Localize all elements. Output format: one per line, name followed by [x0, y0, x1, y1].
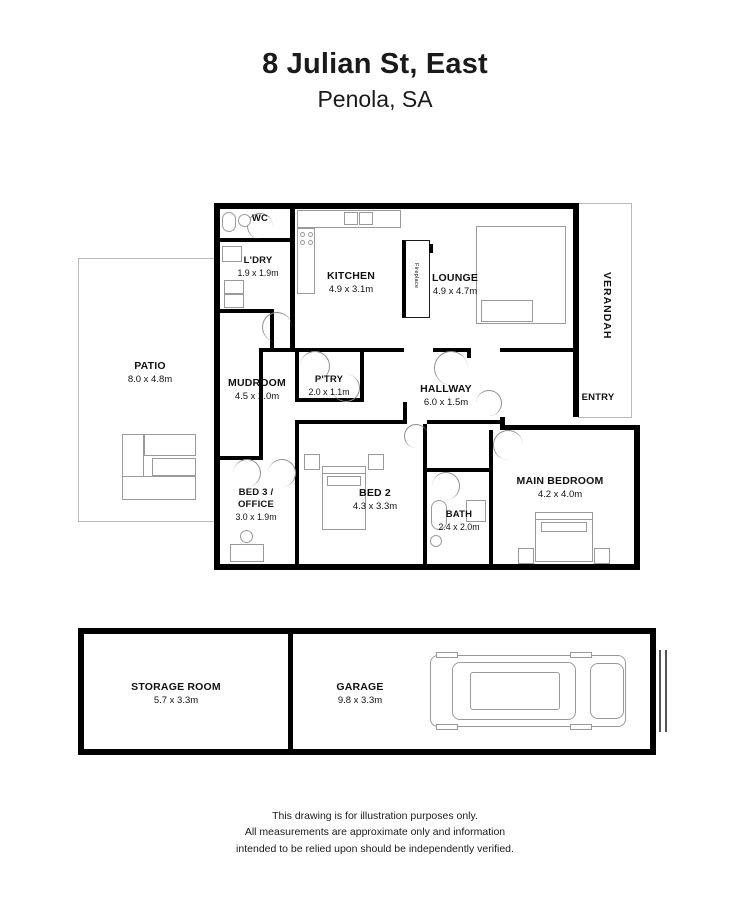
verandah-outline-top	[578, 203, 632, 204]
door-arc-bath	[432, 472, 460, 500]
room-bath-name: BATH	[445, 509, 473, 520]
room-main-bedroom	[497, 475, 623, 501]
disclaimer-line-1: This drawing is for illustration purposes only.	[272, 810, 478, 822]
garage-door-line	[659, 650, 661, 732]
bed3-chair	[240, 530, 253, 543]
car-wheel-rear-left	[570, 652, 592, 658]
door-arc-main-bedroom	[493, 430, 523, 460]
kitchen-sink-bowl-2	[359, 212, 373, 225]
exterior-wall-left	[214, 203, 220, 570]
patio-table	[152, 458, 196, 476]
interior-wall-ldry-bottom	[214, 309, 274, 313]
kitchen-hotplate-4	[308, 240, 313, 245]
wc-basin	[238, 214, 251, 227]
room-garage	[312, 681, 408, 707]
interior-wall-bath-right	[489, 430, 493, 564]
car-bonnet	[590, 663, 624, 719]
door-arc-entry	[476, 390, 502, 416]
kitchen-hotplate-3	[300, 240, 305, 245]
interior-wall-mudroom-right	[259, 348, 263, 460]
page-subtitle: Penola, SA	[317, 86, 433, 113]
kitchen-sink-bowl-1	[344, 212, 358, 225]
door-arc-lounge-hall	[434, 351, 468, 385]
disclaimer-line-2: All measurements are approximate only and information	[244, 826, 506, 839]
room-storage-dim: 5.7 x 3.3m	[153, 695, 199, 707]
room-entry	[572, 392, 624, 404]
exterior-wall-right-lower	[634, 425, 640, 570]
interior-wall-hall-left-pier	[403, 402, 407, 424]
room-kitchen-dim: 4.9 x 3.1m	[328, 284, 374, 296]
door-arc-ldry	[262, 312, 292, 342]
interior-wall-bed3-right	[295, 424, 299, 564]
car-windscreen	[470, 672, 560, 710]
room-hallway-name: HALLWAY	[420, 383, 472, 395]
kitchen-hotplate-2	[308, 232, 313, 237]
interior-wall-bath-top	[427, 468, 489, 472]
room-patio-dim: 8.0 x 4.8m	[127, 374, 173, 386]
room-patio	[98, 360, 202, 386]
room-bed2-dim: 4.3 x 3.3m	[352, 501, 398, 513]
exterior-wall-bottom	[214, 564, 640, 570]
bed2-side-table-right	[368, 454, 384, 470]
room-laundry-name: L'DRY	[243, 255, 273, 266]
fireplace-box-bottom	[404, 317, 430, 318]
interior-wall-pantry-right	[360, 352, 364, 402]
room-hallway	[405, 383, 487, 409]
room-bed3-name-line2: OFFICE	[237, 498, 275, 510]
laundry-appliance-1	[224, 280, 244, 294]
main-bed-headboard	[535, 512, 593, 520]
patio-seat-3	[122, 476, 196, 500]
door-arc-wc	[247, 213, 273, 239]
interior-wall-pantry-left	[295, 352, 299, 402]
exterior-wall-top	[214, 203, 579, 209]
shed-wall-top	[78, 628, 656, 634]
room-lounge-dim: 4.9 x 4.7m	[432, 286, 478, 298]
shed-wall-divider	[288, 628, 293, 755]
room-storage	[118, 681, 234, 707]
verandah-outline-right	[631, 203, 632, 417]
room-laundry-dim: 1.9 x 1.9m	[237, 267, 279, 278]
interior-wall-lounge-bottom-right	[500, 348, 573, 352]
garage-door-line-outer	[665, 650, 667, 732]
lounge-armchair	[481, 300, 533, 322]
fireplace-label: Fireplace	[413, 263, 419, 289]
room-kitchen	[310, 270, 392, 296]
main-side-table-left	[518, 548, 534, 564]
interior-wall-kitchen-lounge	[402, 240, 406, 318]
bath-basin	[430, 535, 442, 547]
disclaimer-line-3: intended to be relied upon should be independently verified.	[236, 842, 514, 855]
shed-wall-bottom	[78, 749, 656, 755]
shed-wall-left	[78, 628, 84, 755]
laundry-appliance-2	[224, 294, 244, 308]
room-main-bedroom-dim: 4.2 x 4.0m	[537, 489, 583, 501]
room-mudroom-dim: 4.5 x 2.0m	[234, 391, 280, 403]
bed2-pillow	[327, 476, 361, 486]
room-entry-name: ENTRY	[581, 392, 615, 403]
room-main-bedroom-name: MAIN BEDROOM	[516, 475, 604, 487]
patio-outline-left	[78, 258, 79, 522]
room-garage-name: GARAGE	[336, 681, 384, 693]
room-pantry-dim: 2.0 x 1.1m	[308, 386, 350, 397]
room-bath-dim: 2.4 x 2.0m	[438, 521, 480, 532]
verandah-outline-bottom	[578, 417, 632, 418]
interior-wall-hallway-bottom-left	[295, 420, 405, 424]
interior-wall-lounge-right-pier	[467, 348, 471, 358]
room-wc-name: WC	[251, 213, 269, 224]
wc-toilet	[222, 212, 236, 232]
fireplace-box-top	[404, 240, 430, 241]
room-bed3-name-line1: BED 3 /	[238, 487, 274, 498]
bed2-side-table-left	[304, 454, 320, 470]
interior-wall-wc-bottom	[214, 238, 290, 242]
interior-wall-below-kitchen	[259, 348, 404, 352]
interior-wall-lounge-upper	[429, 244, 433, 253]
car-wheel-front-right	[436, 724, 458, 730]
room-pantry-name: P'TRY	[314, 374, 344, 385]
patio-outline-bottom	[78, 521, 220, 522]
car-wheel-rear-right	[570, 724, 592, 730]
laundry-trough	[222, 246, 242, 262]
kitchen-bench-left	[297, 228, 315, 294]
room-bed2-name: BED 2	[359, 487, 391, 499]
room-storage-name: STORAGE ROOM	[131, 681, 221, 693]
door-arc-mudroom	[233, 459, 261, 487]
exterior-wall-right-upper	[573, 203, 579, 417]
patio-seat-2	[144, 434, 196, 456]
main-pillow	[541, 522, 587, 532]
main-side-table-right	[594, 548, 610, 564]
bed2-headboard	[322, 466, 366, 474]
room-bed3	[222, 487, 290, 523]
room-garage-dim: 9.8 x 3.3m	[337, 695, 383, 707]
door-arc-kitchen-hall	[300, 351, 330, 381]
room-bed3-dim: 3.0 x 1.9m	[235, 511, 277, 522]
disclaimer-block	[0, 808, 750, 857]
bed3-desk	[230, 544, 264, 562]
bath-shower	[466, 500, 486, 522]
room-patio-name: PATIO	[134, 360, 166, 372]
room-mudroom	[213, 377, 301, 403]
kitchen-hotplate-1	[300, 232, 305, 237]
interior-wall-hallway-bottom-right	[427, 420, 505, 424]
door-arc-bed2	[404, 424, 428, 448]
patio-outline-top	[78, 258, 220, 259]
room-verandah-label: VERANDAH	[601, 272, 613, 340]
page-title: 8 Julian St, East	[262, 48, 488, 80]
door-arc-bed3	[268, 459, 296, 487]
car-wheel-front-left	[436, 652, 458, 658]
door-arc-pantry	[332, 374, 360, 402]
shed-wall-right	[650, 628, 656, 755]
room-mudroom-name: MUDROOM	[228, 377, 286, 389]
exterior-wall-entry-step	[500, 425, 640, 430]
room-lounge-name: LOUNGE	[431, 272, 479, 284]
room-hallway-dim: 6.0 x 1.5m	[423, 397, 469, 409]
room-kitchen-name: KITCHEN	[326, 270, 376, 282]
bath-tub	[431, 500, 447, 530]
